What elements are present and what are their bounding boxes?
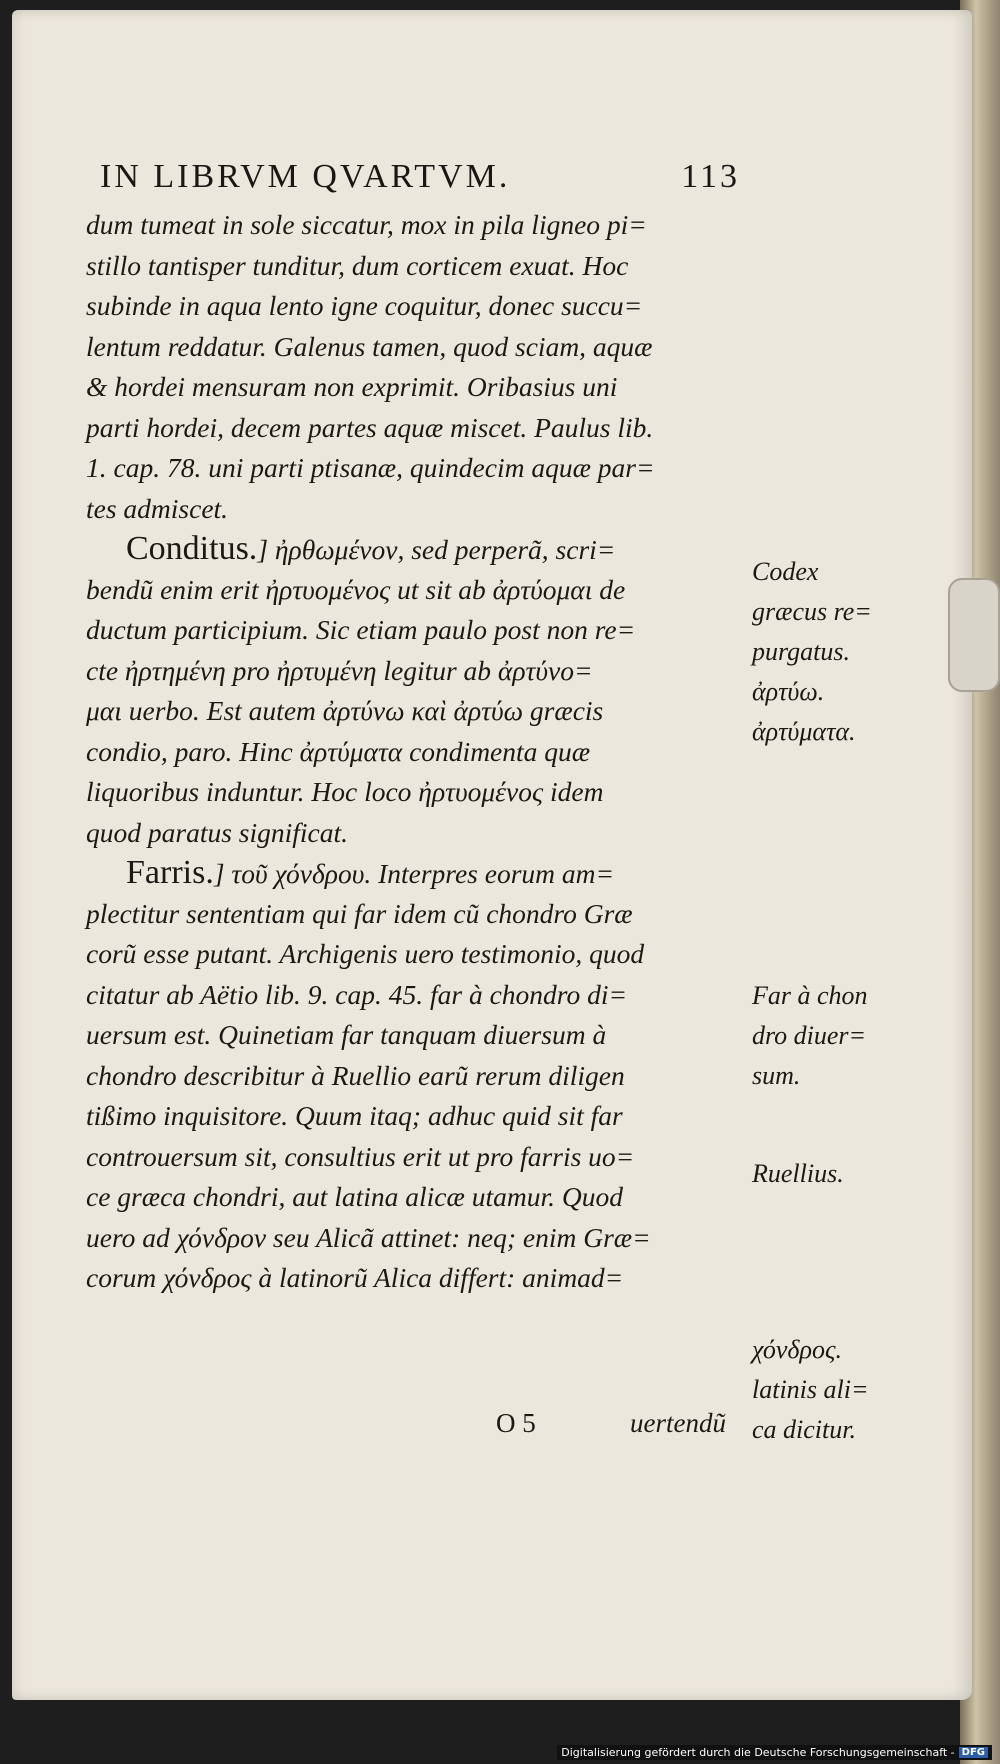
text-line: corum χόνδρος à latinorũ Alica differt: animad= [86, 1262, 624, 1293]
text-line: dum tumeat in sole siccatur, mox in pila ligneo pi= [86, 209, 647, 240]
text-line: ce græca chondri, aut latina alicæ utamur. Quod [86, 1181, 623, 1212]
margin-note-line: græcus re= [752, 597, 872, 626]
signature-mark: O 5 [496, 1408, 536, 1438]
margin-note-line: dro diuer= [752, 1021, 867, 1050]
farris-entry-first-line [86, 853, 751, 894]
margin-note-far [752, 976, 912, 1096]
text-line: cte ἠρτημένη pro ἠρτυμένη legitur ab ἀρτύνο= [86, 654, 593, 686]
text-line: ] ἠρθωμένον, sed perperã, scri= [257, 534, 616, 565]
text-line: uero ad χόνδρον seu Alicã attinet: neq; enim Græ= [86, 1221, 651, 1253]
dfg-logo: DFG [959, 1747, 988, 1758]
margin-note-line: Ruellius. [752, 1159, 844, 1188]
text-line: 1. cap. 78. uni parti ptisanæ, quindecim aquæ par= [86, 452, 655, 483]
margin-note-codex [752, 552, 912, 752]
margin-note-line: latinis ali= [752, 1375, 869, 1404]
margin-note-line: ἀρτύω. [752, 677, 825, 706]
lemma-conditus: Conditus. [126, 530, 258, 567]
text-line: citatur ab Aëtio lib. 9. cap. 45. far à chondro di= [86, 978, 628, 1010]
margin-note-line: Codex [752, 557, 819, 586]
text-line: chondro describitur à Ruellio earũ rerum diligen [86, 1059, 625, 1091]
text-line: condio, paro. Hinc ἀρτύματα condimenta quæ [86, 735, 591, 767]
margin-note-line: χόνδρος. [752, 1335, 843, 1364]
text-line: controuersum sit, consultius erit ut pro farris uo= [86, 1140, 635, 1172]
conditus-entry-first-line [86, 529, 751, 570]
running-head-title: IN LIBRVM QVARTVM. [100, 158, 511, 195]
lemma-farris: Farris. [126, 854, 214, 891]
digitization-credit [557, 1745, 992, 1760]
text-line: μαι uerbo. Est autem ἀρτύνω καὶ ἀρτύω græcis [86, 695, 604, 726]
running-head [100, 158, 740, 196]
text-line: parti hordei, decem partes aquæ miscet. Paulus lib. [86, 411, 654, 443]
text-line: corũ esse putant. Archigenis uero testimonio, quod [86, 938, 645, 969]
text-line: subinde in aqua lento igne coquitur, donec succu= [86, 290, 643, 321]
margin-note-ruellius [752, 1154, 912, 1194]
margin-note-line: ἀρτύματα. [752, 717, 856, 746]
text-line: tißimo inquisitore. Quum itaq; adhuc quid sit far [86, 1100, 623, 1131]
text-line: lentum reddatur. Galenus tamen, quod sciam, aquæ [86, 330, 653, 362]
credit-text: Digitalisierung gefördert durch die Deutsche Forschungsgemeinschaft - [561, 1746, 955, 1759]
text-line: bendũ enim erit ἠρτυομένος ut sit ab ἀρτύομαι de [86, 573, 626, 605]
book-clasp [948, 578, 1000, 692]
catchword: uertendũ [630, 1408, 726, 1438]
text-line: stillo tantisper tunditur, dum corticem exuat. Hoc [86, 249, 629, 281]
text-line: plectitur sententiam qui far idem cũ chondro Græ [86, 897, 633, 929]
text-line: & hordei mensuram non exprimit. Oribasius uni [86, 371, 618, 402]
margin-note-line: purgatus. [752, 637, 850, 666]
text-line: quod paratus significat. [86, 816, 349, 848]
margin-note-line: sum. [752, 1061, 801, 1090]
page-number: 113 [681, 158, 740, 195]
margin-note-chondros [752, 1330, 912, 1450]
margin-note-line: ca dicitur. [752, 1415, 856, 1444]
text-line: tes admiscet. [86, 492, 229, 524]
text-line: ductum participium. Sic etiam paulo post non re= [86, 614, 636, 645]
margin-note-line: Far à chon [752, 981, 868, 1010]
text-line: liquoribus induntur. Hoc loco ἠρτυομένος idem [86, 776, 604, 807]
text-line: uersum est. Quinetiam far tanquam diuersum à [86, 1019, 607, 1050]
text-line: ] τοῦ χόνδρου. Interpres eorum am= [213, 858, 615, 889]
main-text [86, 205, 751, 1299]
